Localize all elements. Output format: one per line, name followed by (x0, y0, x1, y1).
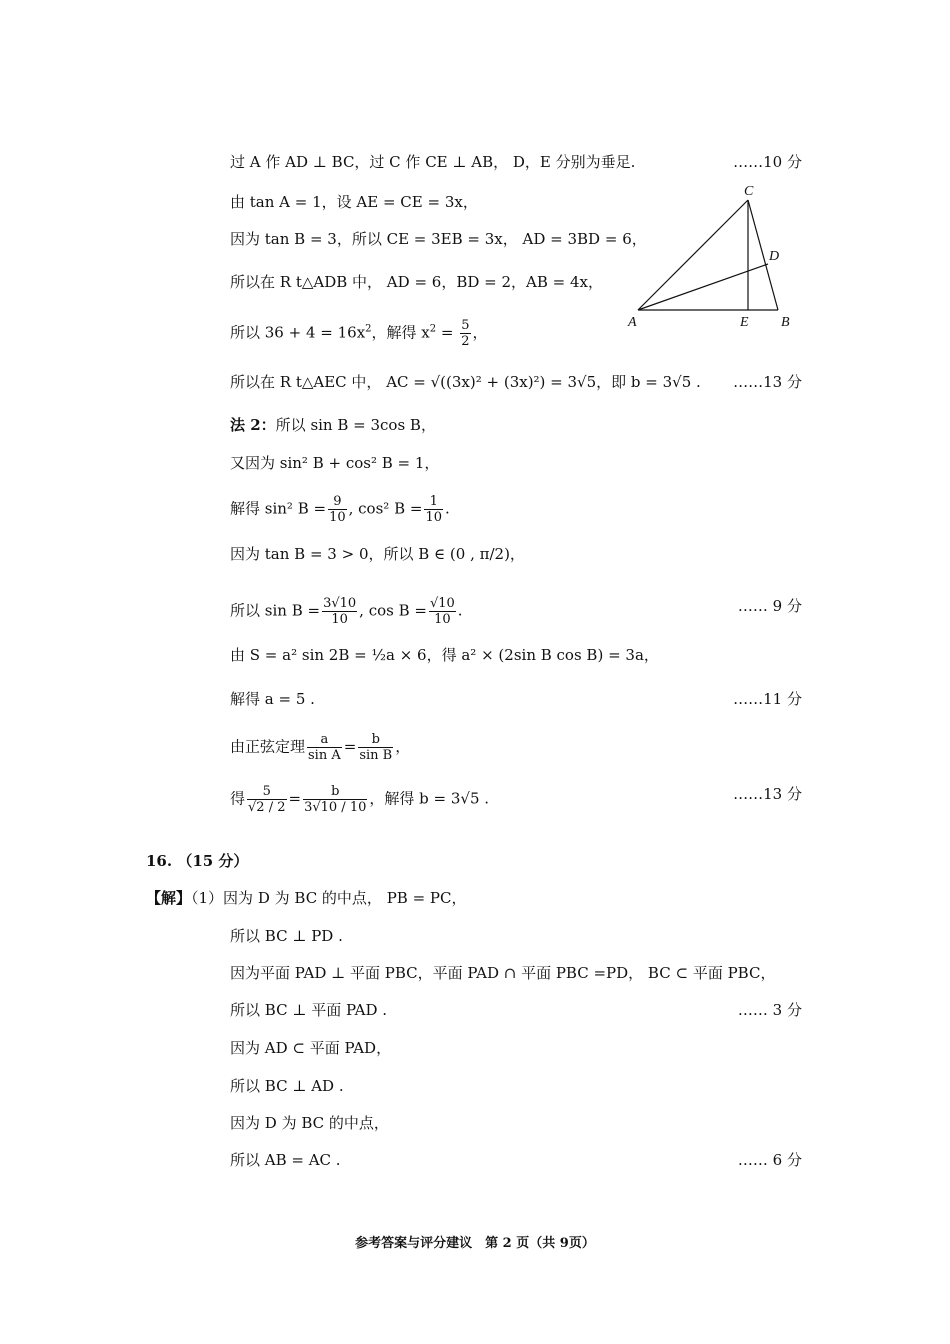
text-fragment: . (444, 499, 450, 518)
text-fragment: , cos B = (359, 601, 427, 620)
fraction: $\frac{5}{√2 / 2}$ (248, 784, 286, 815)
text-fragment: , cos² B = (348, 499, 423, 518)
fraction: $\frac{b}{3√10 / 10}$ (304, 784, 367, 815)
label-d: D (769, 249, 780, 264)
text-line: 所以在 R t△ADB 中， AD = 6，BD = 2，AB = 4x， (230, 273, 603, 291)
score-marker: …… 6 分 (737, 1151, 802, 1169)
text-fragment: （1）因为 D 为 BC 的中点， PB = PC， (191, 889, 467, 907)
score-marker: ……13 分 (733, 373, 802, 391)
label-a: A (628, 315, 637, 330)
text-line: 所以在 R t△AEC 中， AC = √((3x)² + (3x)²) = 3√5，即 b = 3√5 . (230, 373, 701, 391)
text-fragment: 得 (230, 789, 246, 808)
text-line: 由 S = a² sin 2B = ½a × 6，得 a² × (2sin B cos B) = 3a， (230, 646, 659, 664)
text-line: 因为 tan B = 3，所以 CE = 3EB = 3x， AD = 3BD = 6， (230, 230, 647, 248)
text-fragment: 由正弦定理 (230, 737, 306, 756)
text-line (146, 888, 467, 908)
solution-label: 【解】 (146, 889, 192, 907)
text-line: 过 A 作 AD ⊥ BC，过 C 作 CE ⊥ AB， D，E 分别为垂足. (230, 153, 636, 171)
page-footer: 参考答案与评分建议 第 2 页（共 9页） (355, 1236, 595, 1251)
text-fragment: ，解得 b = 3√5 . (369, 789, 490, 808)
text-line: 因为平面 PAD ⊥ 平面 PBC，平面 PAD ∩ 平面 PBC =PD， BC ⊂ 平面 PBC， (230, 964, 776, 982)
text-fragment: = (343, 737, 357, 756)
fraction: $\frac{b}{\text{sin B}}$ (359, 732, 393, 763)
fraction: $\frac{a}{\text{sin A}}$ (308, 732, 341, 763)
triangle-figure (620, 180, 810, 330)
fraction: $\frac{√10}{10}$ (429, 596, 455, 627)
text-fragment: ，解得 x (371, 323, 430, 342)
text-line: 所以 $36 + 4 = 16x^2$，解得 $x^2$ = $\frac{5}{2}$ ， (230, 318, 488, 349)
text-fragment: = (288, 789, 302, 808)
score-marker: ……13 分 (733, 785, 802, 803)
text-fragment: 所以 sin B = (230, 601, 321, 620)
text-fragment: ， (472, 323, 488, 342)
question-heading: 16. （15 分） (146, 852, 249, 870)
text-line: 所以 BC ⊥ 平面 PAD . (230, 1001, 388, 1019)
text-fragment: = (436, 323, 459, 342)
fraction: $\frac{5}{2}$ (461, 318, 470, 349)
text-line: 所以 BC ⊥ PD . (230, 927, 343, 945)
text-fragment: 所以 sin B = 3cos B， (275, 416, 436, 434)
text-line: 由 tan A = 1，设 AE = CE = 3x， (230, 193, 478, 211)
text-line (230, 415, 436, 435)
fraction: $\frac{3√10}{10}$ (323, 596, 357, 627)
text-fragment: . (457, 601, 463, 620)
text-line (230, 732, 410, 763)
text-line: 因为 AD ⊂ 平面 PAD， (230, 1039, 392, 1057)
text-fragment: 所以 36 + 4 = 16x (230, 323, 366, 342)
label-e: E (740, 315, 749, 330)
fraction: $\frac{9}{10}$ (329, 494, 346, 525)
text-line: 所以 AB = AC . (230, 1151, 341, 1169)
text-fragment: 解得 sin² B = (230, 499, 327, 518)
text-line (230, 784, 489, 815)
text-line: 因为 tan B = 3 > 0，所以 B ∈ (0 , π/2)， (230, 545, 525, 563)
text-line (230, 596, 463, 627)
score-marker: …… 9 分 (737, 597, 802, 615)
score-marker: …… 3 分 (737, 1001, 802, 1019)
fraction: $\frac{1}{10}$ (425, 494, 442, 525)
score-marker: ……11 分 (733, 690, 802, 708)
text-line: 所以 BC ⊥ AD . (230, 1077, 344, 1095)
score-marker: ……10 分 (733, 153, 802, 171)
text-line: 因为 D 为 BC 的中点， (230, 1114, 389, 1132)
text-line (230, 494, 450, 525)
method-label: 法 2： (230, 416, 276, 434)
text-fragment: ， (395, 737, 411, 756)
text-line: 解得 a = 5 . (230, 690, 315, 708)
label-b: B (781, 315, 790, 330)
text-line: 又因为 sin² B + cos² B = 1， (230, 454, 440, 472)
segment-ac (638, 200, 748, 310)
label-c: C (744, 184, 754, 199)
